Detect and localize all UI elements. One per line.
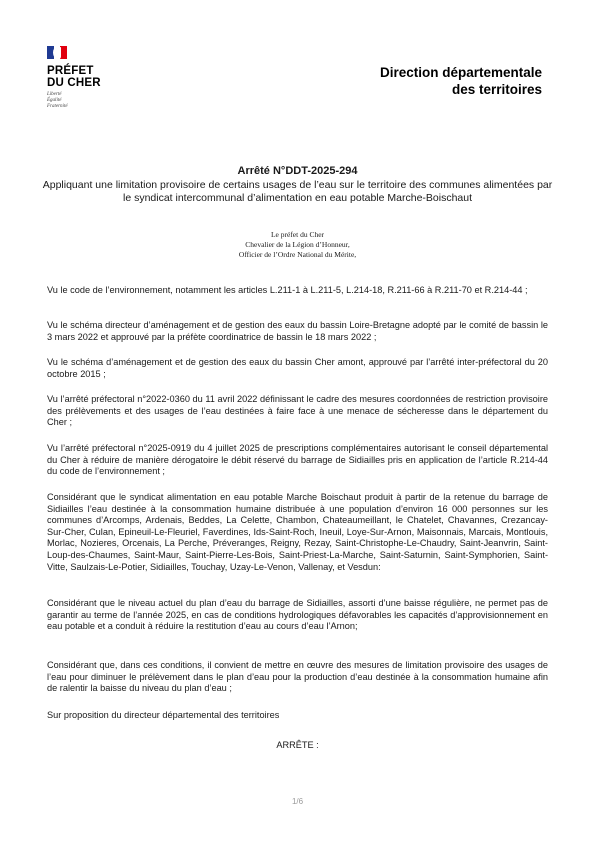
considerant-paragraph: Considérant que le niveau actuel du plan d’eau du barrage de Sidiailles, assorti d’une baisse régulière, ne permet pas de garantir au terme de l’année 2025, en cas de conditions hydrologiques défavorables les capacités d’approvisionnement en eau potable et a conduit à réduire la restitution d’eau au cours d’eau l’Arnon; [47, 598, 548, 632]
prefect-titles: Le préfet du Cher Chevalier de la Légion d’Honneur, Officier de l’Ordre National du Mérite, [238, 230, 357, 259]
proposal-paragraph: Sur proposition du directeur départemental des territoires [47, 710, 280, 720]
decree-subtitle: Appliquant une limitation provisoire de certains usages de l’eau sur le territoire des communes alimentées par le syndicat intercommunal d’alimentation en eau potable Marche-Boischaut [42, 179, 553, 204]
considerant-paragraph: Considérant que le syndicat alimentation en eau potable Marche Boischaut produit à partir de la retenue du barrage de Sidiailles l’eau destinée à la consommation humaine distribuée à une population d’environ 16 000 personnes sur les communes d’Arcomps, Ardenais, Beddes, La Celette, Chambon, Chateaumeillant, le Chatelet, Chavannes, Crezancay-Sur-Cher, Culan, Epineuil-Le-Fleuriel, Faverdines, Ids-Saint-Roch, Ineuil, Loye-Sur-Arnon, Maisonnais, Marcais, Montlouis, Morlac, Nozieres, Orcenais, La Perche, Préveranges, Reigny, Rezay, Saint-Christophe-Le-Chaudry, Saint-Jeanvrin, Saint-Loup-des-Chaumes, Saint-Maur, Saint-Pierre-Les-Bois, Saint-Priest-La-Marche, Saint-Saturnin, Saint-Symphorien, Saint-Vitte, Saulzais-Le-Potier, Sidiailles, Touchay, Uzay-Le-Venon, Vallenay, et Vesdun: [47, 492, 548, 572]
page-number: 1/6 [291, 797, 304, 806]
issuing-direction: Direction départementale des territoires [379, 65, 542, 97]
decree-label: ARRÊTE : [276, 740, 319, 750]
prefecture-logo [47, 46, 127, 110]
considerant-paragraph: Considérant que, dans ces conditions, il convient de mettre en œuvre des mesures de limitation provisoire des usages de l’eau pour diminuer le prélèvement dans le plan d’eau pour la production d’eau destinée à la consommation humaine afin de ralentir la baisse du niveau du plan d’eau ; [47, 660, 548, 694]
decree-number: Arrêté N°DDT-2025-294 [237, 165, 358, 177]
visa-paragraph: Vu l’arrêté préfectoral n°2022-0360 du 11 avril 2022 définissant le cadre des mesures coordonnées de restriction provisoire des prélèvements et des usages de l’eau destinées à faire face à une menace de sécheresse dans le département du Cher ; [47, 394, 548, 428]
visa-paragraph: Vu l’arrêté préfectoral n°2025-0919 du 4 juillet 2025 de prescriptions complémentaires autorisant le conseil départemental du Cher à réduire de manière dérogatoire le débit réservé du barrage de Sidiailles pris en application de l’article R.214-44 du code de l’environnement ; [47, 443, 548, 477]
republic-motto: Liberté Égalité Fraternité [47, 92, 68, 109]
marianne-flag-icon [47, 46, 67, 59]
visa-paragraph: Vu le schéma directeur d’aménagement et de gestion des eaux du bassin Loire-Bretagne adopté par le comité de bassin le 3 mars 2022 et approuvé par la préfète coordinatrice de bassin le 18 mars 2022 ; [47, 320, 548, 342]
visa-paragraph: Vu le code de l’environnement, notamment les articles L.211-1 à L.211-5, L.214-18, R.211-66 à R.211-70 et R.214-44 ; [47, 285, 528, 295]
prefecture-name: PRÉFET DU CHER [47, 65, 101, 89]
visa-paragraph: Vu le schéma d’aménagement et de gestion des eaux du bassin Cher amont, approuvé par l’arrêté inter-préfectoral du 20 octobre 2015 ; [47, 357, 548, 379]
